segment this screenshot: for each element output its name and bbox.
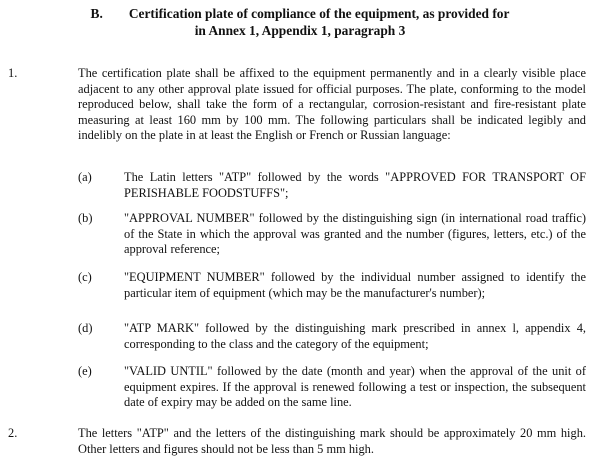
item-label-e: (e): [78, 364, 92, 378]
item-text-b: "APPROVAL NUMBER" followed by the distinguishing sign (in international road traffic) of the State in which the approval was granted and the number (figures, letters, etc.) of the approval reference;: [124, 211, 586, 257]
paragraph-number-2: 2.: [8, 426, 18, 440]
item-label-c: (c): [78, 270, 92, 284]
item-label-d: (d): [78, 321, 93, 335]
item-text-a: The Latin letters "ATP" followed by the words "APPROVED FOR TRANSPORT OF PERISHABLE FOODSTUFFS";: [124, 170, 586, 200]
paragraph-2-text: The letters "ATP" and the letters of the distinguishing mark should be approximately 20 mm high. Other letters and figures should not be less than 5 mm high.: [78, 426, 586, 456]
item-label-b: (b): [78, 211, 93, 225]
section-heading-line-1: [0, 6, 600, 23]
item-text-c: "EQUIPMENT NUMBER" followed by the individual number assigned to identify the particular item of equipment (which may be the manufacturer's number);: [124, 270, 586, 300]
paragraph-1-text: The certification plate shall be affixed to the equipment permanently and in a clearly visible place adjacent to any other approval plate issued for official purposes. The plate, conforming to the model reproduced below, shall take the form of a rectangular, corrosion-resistant and fire-resistant plate measuring at least 160 mm by 100 mm. The following particulars shall be indicated legibly and indelibly on the plate in at least the English or French or Russian language:: [78, 66, 586, 143]
item-text-e: "VALID UNTIL" followed by the date (month and year) when the approval of the unit of equipment expires. If the approval is renewed following a test or inspection, the subsequent date of expiry may be added on the same line.: [124, 364, 586, 410]
item-label-a: (a): [78, 170, 92, 184]
section-title-line-1: Certification plate of compliance of the equipment, as provided for: [128, 6, 510, 21]
section-letter: B.: [90, 6, 103, 21]
paragraph-number-1: 1.: [8, 66, 18, 80]
section-heading: [0, 6, 600, 39]
section-title-line-2: in Annex 1, Appendix 1, paragraph 3: [194, 22, 406, 38]
item-text-d: "ATP MARK" followed by the distinguishing mark prescribed in annex l, appendix 4, corresponding to the class and the category of the equipment;: [124, 321, 586, 351]
